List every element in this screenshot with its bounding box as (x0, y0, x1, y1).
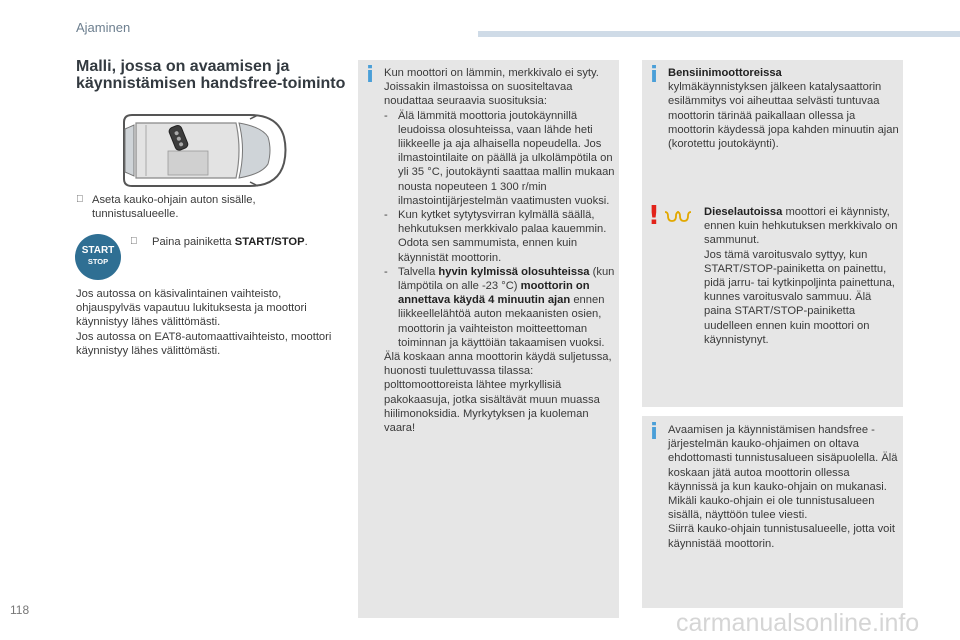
step-text: Paina painiketta START/STOP. (152, 236, 308, 248)
automatic-gearbox-text: Jos autossa on EAT8-automaattivaihteisto, moottori käynnistyy lähes välittömästi. (76, 330, 332, 357)
warning-box-diesel (642, 199, 903, 407)
header-bar (478, 31, 960, 37)
glow-plug-icon (664, 209, 692, 227)
step-text: Aseta kauko-ohjain auton sisälle, tunnistusalueelle. (92, 194, 256, 221)
car-top-view-with-key-icon (118, 113, 288, 188)
step-press-start (130, 235, 350, 249)
exclamation-icon: ! (648, 201, 660, 231)
info-box-text: Avaamisen ja käynnistämisen handsfree -järjestelmän kauko-ohjaimen on oltava ehdottomasti tunnistusalueen sisäpuolella. Älä koskaan jätä autoa moottorin ollessa käynnissä ja kun kauko-ohjain on mukanasi. Mikäli kauko-ohjain ei ole tunnistusalueen sisällä, näyttöön tulee viesti. Siirrä kauko-ohjain tunnistusalueelle, jotta voit käynnistää moottorin. (668, 424, 898, 550)
info-heading: Bensiinimoottoreissa (668, 67, 782, 79)
bullet-marker (130, 235, 148, 249)
step-insert-key (76, 193, 326, 221)
info-box-warm-engine (358, 60, 619, 618)
info-icon: i (650, 63, 658, 88)
manual-gearbox-text: Jos autossa on käsivalintainen vaihteisto, ohjauspylväs vapautuu lukituksesta ja moottori käynnistyy lähes välittömästi. (76, 288, 307, 329)
info-box-handsfree (642, 416, 903, 608)
warning-heading: Dieselautoissa (704, 206, 783, 218)
info-intro: Kun moottori on lämmin, merkkivalo ei syty. Joissakin ilmastoissa on suositeltavaa noudattaa seuraavia suosituksia: (384, 67, 599, 108)
section-label: Ajaminen (76, 20, 131, 35)
stop-label: STOP (87, 257, 109, 266)
info-icon: i (650, 420, 658, 445)
info-box-text (668, 66, 900, 151)
page-title: Malli, jossa on avaamisen ja käynnistämisen handsfree-toiminto (76, 58, 346, 92)
start-label: START (81, 245, 115, 256)
info-icon: i (366, 63, 374, 88)
start-stop-button-icon (75, 234, 121, 280)
info-box-petrol (642, 60, 903, 200)
bullet-marker (76, 193, 94, 207)
page-number: 118 (10, 603, 30, 617)
transmission-paragraphs (76, 287, 346, 358)
info-outro: Älä koskaan anna moottorin käydä suljetussa, huonosti tuulettuvassa tilassa: polttomoottoreista lähtee myrkyllisiä pakokaasuja, jotka sisältävät muun muassa hiilimonoksidia. Myrkytyksen ja kuoleman vaara! (384, 351, 612, 435)
list-item: - Älä lämmitä moottoria joutokäynnillä leudoissa olosuhteissa, vaan lähde heti liikkeelle ja aja alhaisella nopeudella. Jos ilmastointilaite on päällä ja ulkolämpötila on yli 35 °C, joutokäynti saattaa mallin mukaan nousta nopeuteen 1 300 r/min ilmastointijärjestelmän vaatimusten vuoksi. (384, 109, 615, 207)
watermark: carmanualsonline.info (676, 609, 920, 637)
info-body: kylmäkäynnistyksen jälkeen katalysaattorin esilämmitys voi aiheuttaa selvästi tuntuvaa moottorin tärinää paikallaan ollessa ja moottorin käydessä jopa kahden minuutin ajan (korotettu joutokäynti). (668, 81, 899, 151)
info-box-text (384, 66, 616, 435)
warning-text: Dieselautoissa moottori ei käynnisty, ennen kuin hehkutuksen merkkivalo on sammunut. Jos tämä varoitusvalo syttyy, kun START/STOP-painiketta on painettu, pidä jarru- tai kytkinpoljinta painettuna, kunnes varoitusvalo sammuu. Älä paina START/STOP-painiketta uudelleen ennen kuin moottori on käynnistynyt. (704, 206, 898, 346)
list-item: - Talvella hyvin kylmissä olosuhteissa (kun lämpötila on alle -23 °C) moottorin on annettava käydä 4 minuutin ajan ennen liikkeellelähtöä auton mekaanisten osien, moottorin ja vaihteiston moitteettoman toiminnan ja käyttöiän takaamisen vuoksi. (384, 265, 615, 349)
list-item: - Kun kytket sytytysvirran kylmällä säällä, hehkutuksen merkkivalo palaa kauemmin. Odota sen sammumista, ennen kuin käynnistät moottorin. (384, 209, 607, 264)
